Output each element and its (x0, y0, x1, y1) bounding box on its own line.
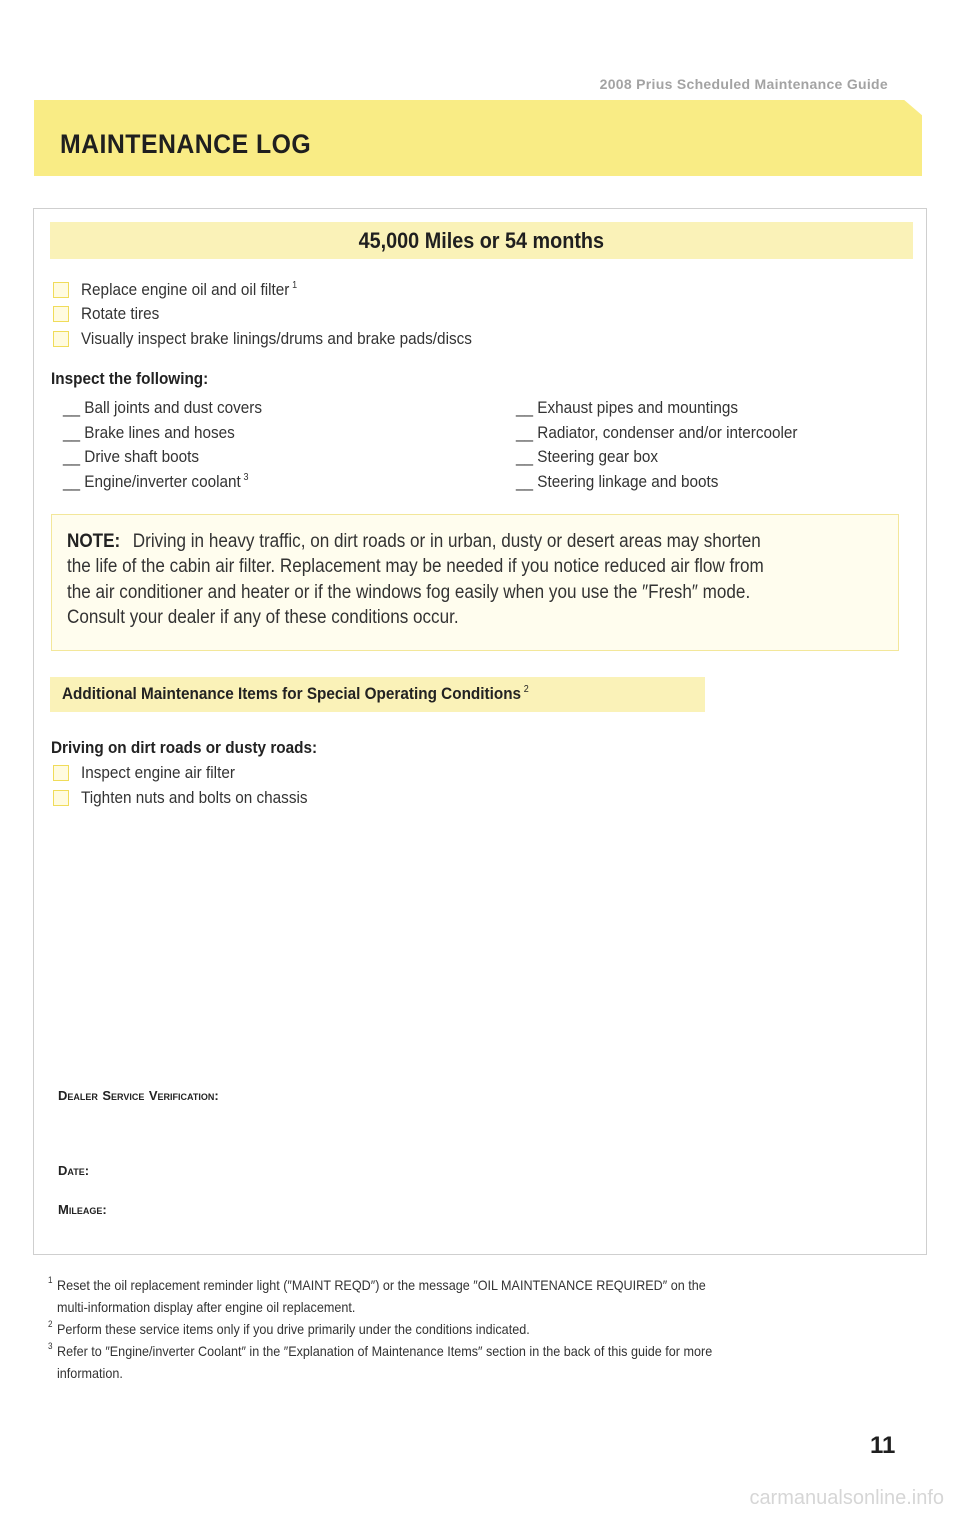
footnote: 1 Reset the oil replacement reminder light (″MAINT REQD″) or the message ″OIL MAINTENANCE REQUIRED″ on the multi-information display after engine oil replacement. (48, 1274, 706, 1318)
page-title: MAINTENANCE LOG (60, 129, 312, 159)
inspect-heading: Inspect the following: (51, 369, 209, 388)
page-header-guide-title: 2008 Prius Scheduled Maintenance Guide (599, 76, 888, 92)
footnote-mark: 2 (48, 1319, 53, 1329)
note-line: NOTE: Driving in heavy traffic, on dirt roads or in urban, dusty or desert areas may shorten (67, 531, 761, 552)
watermark: carmanualsonline.info (749, 1487, 944, 1509)
task-label: Replace engine oil and oil filter $^1$ (81, 280, 298, 299)
inspect-item: __ Steering linkage and boots (516, 472, 719, 491)
note-line: the life of the cabin air filter. Replacement may be needed if you notice reduced air flow from (67, 556, 764, 577)
inspect-item: __ Ball joints and dust covers (63, 398, 263, 417)
task-label: Tighten nuts and bolts on chassis (81, 788, 308, 807)
inspect-item: __ Radiator, condenser and/or intercooler (516, 423, 798, 442)
footnote-mark: 1 (48, 1275, 53, 1285)
checkbox[interactable] (53, 306, 69, 322)
task-label: Rotate tires (81, 304, 160, 323)
task-row[interactable] (53, 328, 472, 350)
footnote: 3 Refer to ″Engine/inverter Coolant″ in the ″Explanation of Maintenance Items″ section in the back of this guide for more information. (48, 1340, 712, 1384)
page-number: 11 (870, 1432, 896, 1459)
task-row[interactable] (53, 762, 235, 784)
inspect-item: __ Drive shaft boots (63, 447, 200, 466)
note-line: Consult your dealer if any of these conditions occur. (67, 607, 459, 628)
mileage-label: MILEAGE: (58, 1202, 107, 1217)
task-label: Visually inspect brake linings/drums and brake pads/discs (81, 329, 472, 348)
checkbox[interactable] (53, 331, 69, 347)
inspect-item: __ Steering gear box (516, 447, 659, 466)
task-row[interactable] (53, 787, 308, 809)
checkbox[interactable] (53, 765, 69, 781)
task-row[interactable] (53, 303, 160, 325)
inspect-item: __ Brake lines and hoses (63, 423, 235, 442)
task-label: Inspect engine air filter (81, 763, 235, 782)
footnote-ref: 3 (243, 472, 249, 483)
inspect-item: __ Engine/inverter coolant $^3$ (63, 472, 249, 491)
note-label: NOTE: (67, 531, 121, 552)
dealer-service-verification-label: DEALER SERVICE VERIFICATION: (58, 1088, 219, 1103)
task-row[interactable] (53, 279, 298, 301)
interval-title: 45,000 Miles or 54 months (358, 228, 605, 253)
condition-heading: Driving on dirt roads or dusty roads: (51, 738, 318, 757)
footnote-ref: 1 (292, 280, 298, 291)
footnote-mark: 3 (48, 1341, 53, 1351)
date-label: DATE: (58, 1163, 90, 1178)
checkbox[interactable] (53, 282, 69, 298)
inspect-item: __ Exhaust pipes and mountings (516, 398, 739, 417)
additional-title: Additional Maintenance Items for Special Operating Conditions $^2$ (62, 684, 529, 703)
checkbox[interactable] (53, 790, 69, 806)
footnote-ref: 2 (523, 684, 529, 695)
note-line: the air conditioner and heater or if the windows fog easily when you use the ″Fresh″ mode. (67, 582, 751, 603)
footnote: 2 Perform these service items only if you drive primarily under the conditions indicated. (48, 1318, 530, 1340)
